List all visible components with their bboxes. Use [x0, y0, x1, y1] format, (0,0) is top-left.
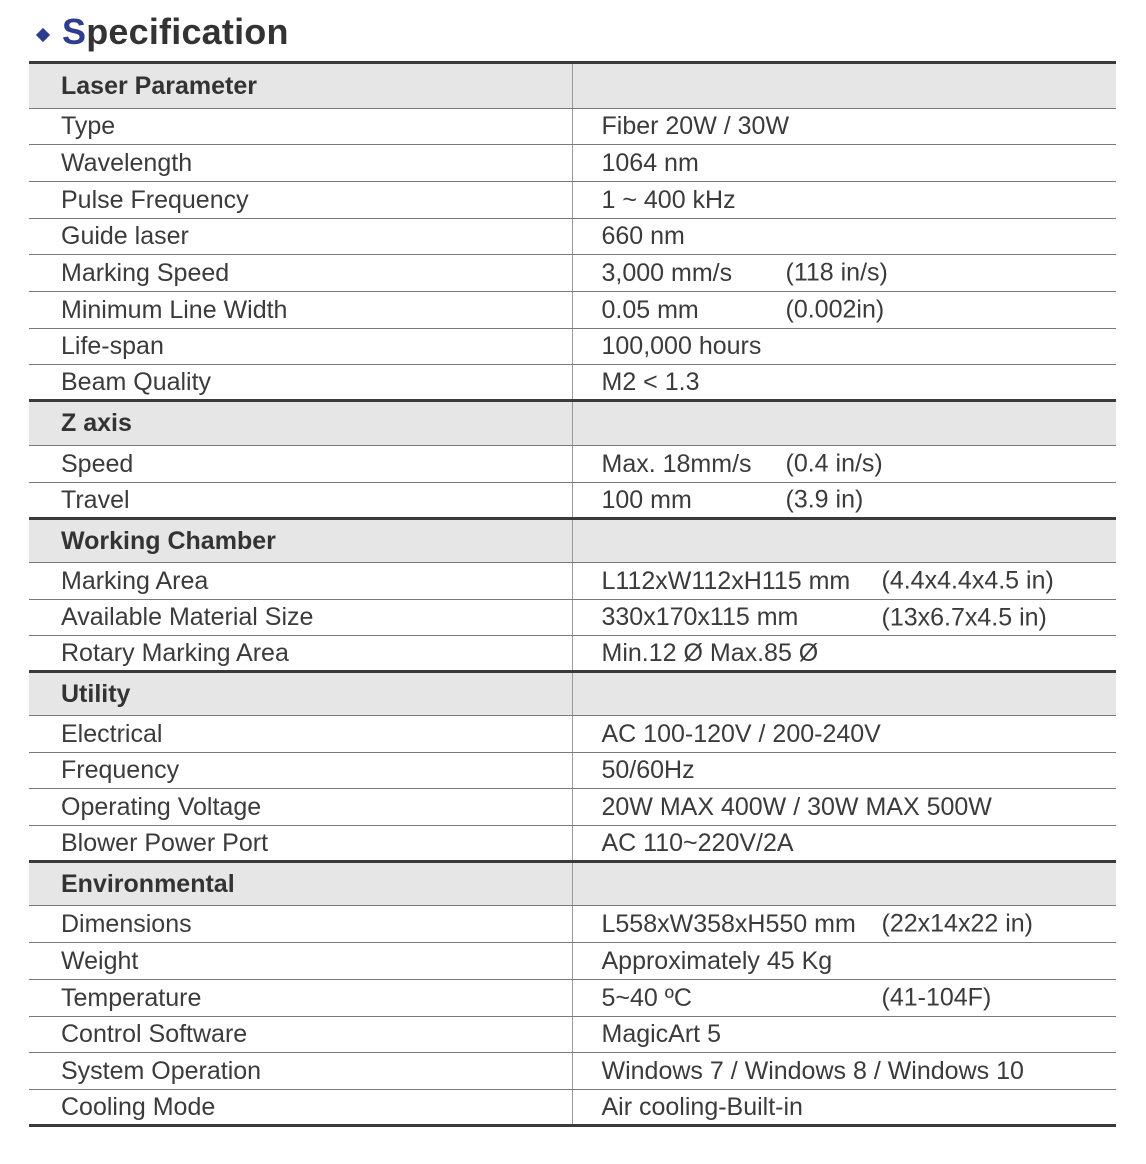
section-header-empty-cell — [572, 401, 1116, 446]
spec-value-imperial: (0.002in) — [785, 295, 885, 324]
spec-value-cell — [572, 826, 1116, 862]
spec-row — [29, 563, 1116, 600]
title-first-letter: S — [62, 11, 87, 52]
spec-value-cell — [572, 483, 1116, 519]
spec-label: Pulse Frequency — [29, 182, 572, 219]
spec-row — [29, 906, 1116, 943]
spec-value-cell — [572, 1017, 1116, 1053]
spec-value: M2 < 1.3 — [601, 367, 700, 396]
spec-label: Marking Area — [29, 563, 572, 600]
page-title — [62, 11, 289, 53]
spec-label: Cooling Mode — [29, 1090, 572, 1126]
spec-row — [29, 329, 1116, 365]
spec-value-cell — [572, 292, 1116, 329]
spec-value: Windows 7 / Windows 8 / Windows 10 — [601, 1056, 1024, 1085]
spec-value-cell — [572, 563, 1116, 600]
spec-row — [29, 1053, 1116, 1090]
section-header-row — [29, 519, 1116, 563]
spec-value-imperial: (118 in/s) — [785, 258, 888, 287]
spec-label: Minimum Line Width — [29, 292, 572, 329]
spec-value: Min.12 Ø Max.85 Ø — [601, 638, 819, 667]
title-rest: pecification — [86, 11, 289, 52]
spec-label: Temperature — [29, 980, 572, 1017]
spec-value: 660 nm — [601, 222, 685, 250]
spec-value-cell — [572, 446, 1116, 483]
spec-label: Frequency — [29, 753, 572, 789]
spec-row — [29, 182, 1116, 219]
spec-label: System Operation — [29, 1053, 572, 1090]
spec-value-cell — [572, 182, 1116, 219]
section-header-row — [29, 401, 1116, 446]
spec-value: 20W MAX 400W / 30W MAX 500W — [601, 792, 992, 821]
spec-row — [29, 789, 1116, 826]
spec-label: Weight — [29, 943, 572, 980]
section-title: Utility — [29, 672, 572, 716]
spec-label: Marking Speed — [29, 255, 572, 292]
spec-label: Wavelength — [29, 145, 572, 182]
spec-value: 100 mm — [601, 485, 692, 514]
spec-value: Max. 18mm/s — [601, 449, 752, 478]
spec-row — [29, 219, 1116, 255]
section-title: Working Chamber — [29, 519, 572, 563]
spec-value-cell — [572, 1053, 1116, 1090]
spec-value-cell — [572, 255, 1116, 292]
spec-value-imperial: (0.4 in/s) — [785, 449, 883, 478]
spec-value-cell — [572, 753, 1116, 789]
section-header-row — [29, 63, 1116, 109]
spec-value-cell — [572, 329, 1116, 365]
section-header-empty-cell — [572, 519, 1116, 563]
spec-value: 5~40 ºC — [601, 983, 692, 1012]
section-title: Laser Parameter — [29, 63, 572, 109]
spec-label: Control Software — [29, 1017, 572, 1053]
spec-row — [29, 292, 1116, 329]
spec-row — [29, 365, 1116, 401]
section-header-row — [29, 672, 1116, 716]
spec-label: Life-span — [29, 329, 572, 365]
spec-value-cell — [572, 716, 1116, 753]
spec-value: 1 ~ 400 kHz — [601, 185, 736, 214]
spec-row — [29, 446, 1116, 483]
spec-value: Fiber 20W / 30W — [601, 112, 790, 140]
section-title: Z axis — [29, 401, 572, 446]
spec-row — [29, 826, 1116, 862]
spec-value: 0.05 mm — [601, 295, 699, 324]
section-header-empty-cell — [572, 672, 1116, 716]
spec-value: MagicArt 5 — [601, 1020, 721, 1048]
spec-value-imperial: (3.9 in) — [785, 485, 864, 514]
spec-row — [29, 109, 1116, 145]
spec-value: AC 100-120V / 200-240V — [601, 719, 881, 748]
spec-label: Operating Voltage — [29, 789, 572, 826]
spec-value: 3,000 mm/s — [601, 258, 733, 287]
page-heading — [38, 8, 289, 56]
spec-value-cell — [572, 789, 1116, 826]
spec-value-cell — [572, 600, 1116, 636]
spec-row — [29, 943, 1116, 980]
spec-value: AC 110~220V/2A — [601, 828, 794, 857]
spec-value: 100,000 hours — [601, 332, 762, 360]
spec-value: 1064 nm — [601, 148, 699, 177]
spec-row — [29, 600, 1116, 636]
spec-label: Guide laser — [29, 219, 572, 255]
spec-row — [29, 145, 1116, 182]
spec-value-cell — [572, 636, 1116, 672]
spec-row — [29, 1017, 1116, 1053]
spec-label: Dimensions — [29, 906, 572, 943]
spec-row — [29, 1090, 1116, 1126]
spec-value-imperial: (22x14x22 in) — [881, 909, 1033, 938]
spec-value: L112xW112xH115 mm — [601, 566, 851, 595]
spec-label: Blower Power Port — [29, 826, 572, 862]
spec-value-imperial: (41-104F) — [881, 983, 992, 1012]
spec-value-cell — [572, 943, 1116, 980]
spec-value-cell — [572, 365, 1116, 401]
section-title: Environmental — [29, 862, 572, 906]
spec-label: Travel — [29, 483, 572, 519]
spec-value-cell — [572, 1090, 1116, 1126]
section-header-empty-cell — [572, 862, 1116, 906]
specification-table — [29, 61, 1116, 1127]
spec-row — [29, 483, 1116, 519]
spec-label: Type — [29, 109, 572, 145]
diamond-bullet-icon — [36, 28, 50, 42]
spec-value-cell — [572, 980, 1116, 1017]
spec-row — [29, 255, 1116, 292]
spec-label: Rotary Marking Area — [29, 636, 572, 672]
spec-value: 330x170x115 mm — [601, 603, 799, 631]
spec-value: L558xW358xH550 mm — [601, 909, 856, 938]
spec-row — [29, 636, 1116, 672]
spec-value-imperial: (4.4x4.4x4.5 in) — [881, 566, 1054, 595]
spec-value-imperial: (13x6.7x4.5 in) — [881, 603, 1047, 631]
spec-label: Available Material Size — [29, 600, 572, 636]
spec-row — [29, 980, 1116, 1017]
spec-value: 50/60Hz — [601, 756, 695, 784]
spec-label: Speed — [29, 446, 572, 483]
spec-value-cell — [572, 219, 1116, 255]
section-header-empty-cell — [572, 63, 1116, 109]
spec-value: Approximately 45 Kg — [601, 946, 833, 975]
spec-label: Beam Quality — [29, 365, 572, 401]
spec-value-cell — [572, 906, 1116, 943]
spec-value-cell — [572, 109, 1116, 145]
spec-value-cell — [572, 145, 1116, 182]
section-header-row — [29, 862, 1116, 906]
spec-row — [29, 753, 1116, 789]
spec-value: Air cooling-Built-in — [601, 1092, 803, 1121]
spec-row — [29, 716, 1116, 753]
spec-label: Electrical — [29, 716, 572, 753]
